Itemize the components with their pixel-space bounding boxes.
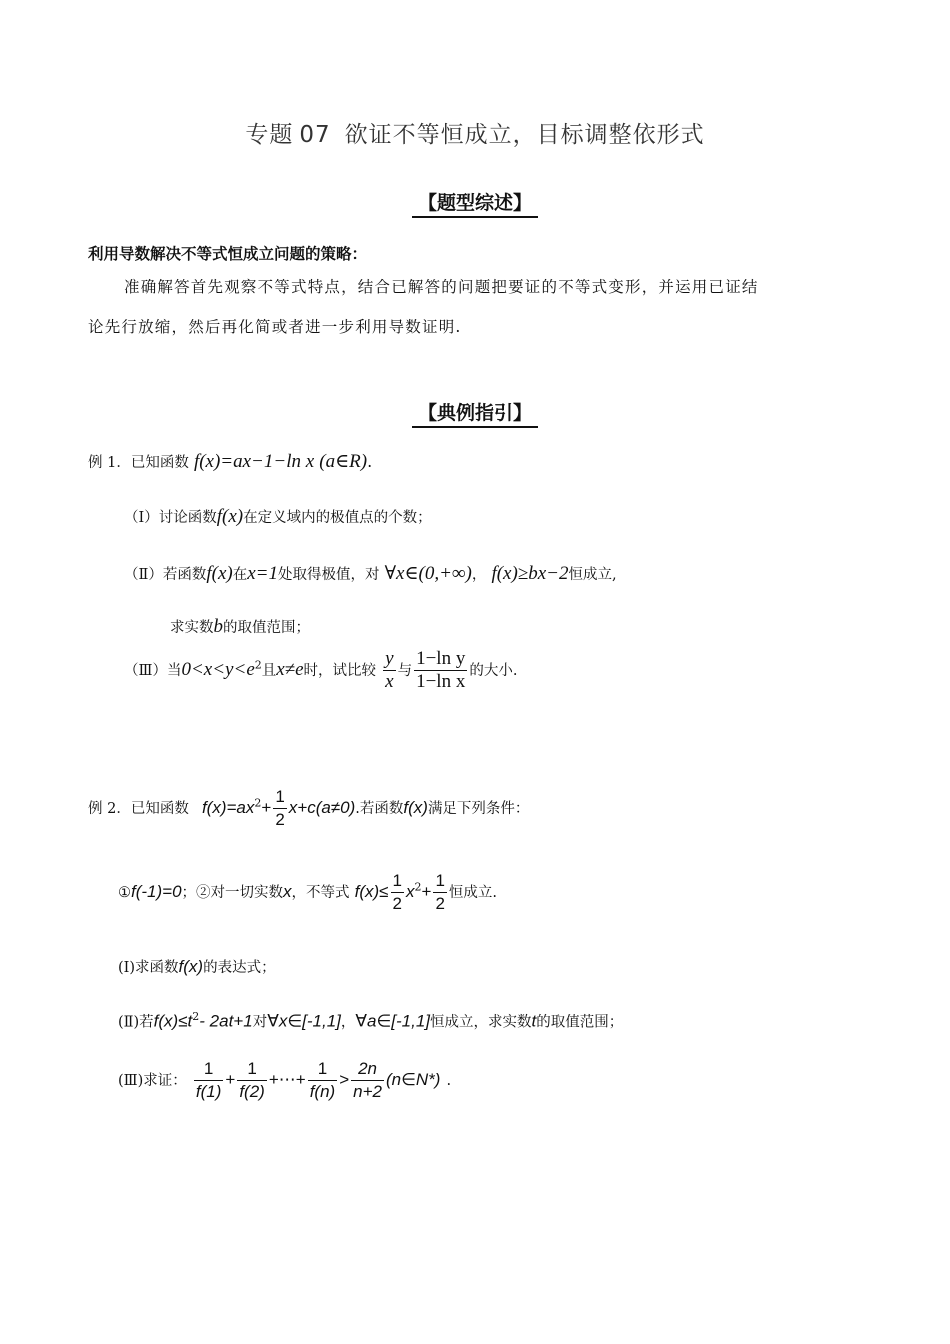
- title-prefix: 专题: [245, 122, 294, 148]
- example2-part3: (Ⅲ)求证： $\frac{1}{f(1)}$ + $\frac{1}{f(2)}$ +⋯+ $\frac{1}{f(n)}$ > $\frac{2n}{n+2}$ (n∈N*) .: [118, 1059, 452, 1101]
- page-title: [0, 116, 950, 149]
- section-heading-overview: 【题型综述】: [0, 188, 950, 215]
- title-text: 欲证不等恒成立，目标调整依形式: [344, 122, 705, 148]
- title-number: 07: [299, 122, 331, 148]
- example2-part1: (Ⅰ)求函数f(x)的表达式；: [118, 957, 276, 976]
- example2-statement: 例 2．已知函数 $f(x)=ax^2+$ $\frac{1}{2}$ x+c(a≠0).若函数f(x)满足下列条件：: [88, 787, 530, 829]
- example2-function: f(x)=ax: [201, 798, 255, 817]
- strategy-paragraph-line2: 论先行放缩，然后再化简或者进一步利用导数证明.: [88, 318, 462, 336]
- example2-part2: (Ⅱ)若$f(x)\le t^2-$ 2at+1对∀x∈[-1,1]，∀a∈[-1,1]恒成立，求实数t的取值范围；: [118, 1010, 624, 1031]
- example1-fraction-ln: $\frac{\text{1−ln y}}{\text{1−ln x}}$: [416, 648, 466, 692]
- example1-part2: （Ⅱ）若函数f(x)在x=1处取得极值，对 ∀x∈(0,+∞)， f(x)≥bx−2恒成立,: [124, 563, 617, 584]
- example1-part3: （Ⅲ）当$0<x<y<e^2$且x≠e时，试比较 $\frac{y}{x}$ 与 $\frac{\text{1−ln y}}{\text{1−ln x}}$ 的大小.: [124, 648, 518, 692]
- strategy-heading: 利用导数解决不等式恒成立问题的策略：: [88, 245, 368, 263]
- example1-part1: （Ⅰ）讨论函数f(x)在定义域内的极值点的个数；: [124, 506, 432, 527]
- example1-domain: (a∈R): [319, 451, 368, 472]
- example2-conditions: ①f(-1)=0；②对一切实数x，不等式 f(x)≤ $\frac{1}{2}$ $x^2+$ $\frac{1}{2}$ 恒成立.: [118, 871, 498, 913]
- example1-part2-line2: 求实数b的取值范围；: [170, 616, 310, 637]
- strategy-paragraph-line1: 准确解答首先观察不等式特点，结合已解答的问题把要证的不等式变形，并运用已证结: [124, 278, 759, 296]
- example1-statement: 例 1．已知函数 f(x)=ax−1−ln x (a∈R).: [88, 451, 373, 472]
- example1-function: f(x)=ax−1−ln x: [193, 451, 315, 472]
- example1-fraction-y-over-x: $\frac{y}{x}$: [385, 648, 394, 692]
- section-heading-examples: 【典例指引】: [0, 398, 950, 425]
